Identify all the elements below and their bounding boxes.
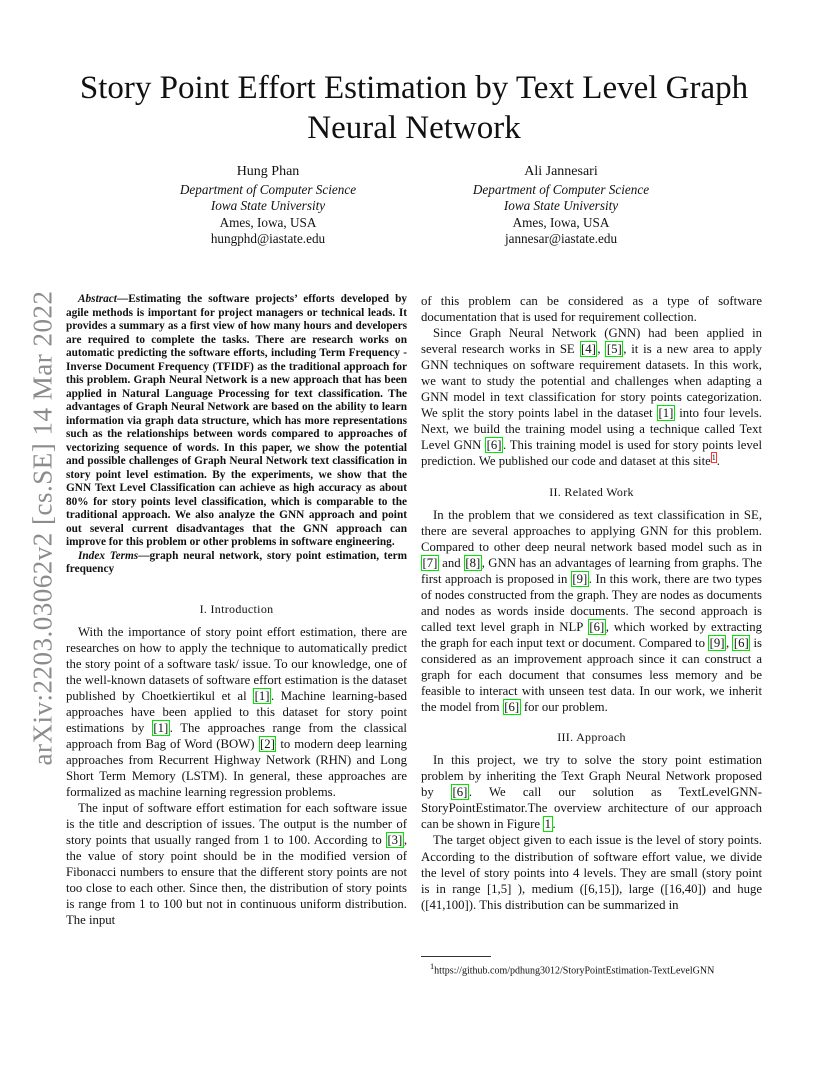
- author-email: hungphd@iastate.edu: [210, 231, 326, 246]
- citation-link[interactable]: [6]: [452, 785, 468, 800]
- author-univ: Iowa State University: [503, 198, 619, 213]
- citation-link[interactable]: [6]: [589, 619, 605, 634]
- footnote: [430, 960, 770, 977]
- section-heading-approach: [421, 729, 762, 745]
- abstract-lead: Abstract: [78, 293, 117, 305]
- citation-link[interactable]: [2]: [260, 736, 275, 751]
- citation-link[interactable]: [9]: [709, 635, 725, 650]
- citation-link[interactable]: [5]: [606, 342, 622, 357]
- author-email: jannesar@iastate.edu: [504, 231, 618, 246]
- citation-link[interactable]: [6]: [486, 438, 502, 453]
- citation-link[interactable]: [4]: [581, 342, 596, 357]
- citation-link[interactable]: [8]: [465, 555, 481, 570]
- index-terms-lead: Index Terms: [78, 549, 139, 562]
- author-dept: Department of Computer Science: [472, 181, 650, 197]
- citation-link[interactable]: [1]: [658, 406, 674, 421]
- figure-link[interactable]: 1: [544, 817, 552, 832]
- citation-link[interactable]: [1]: [254, 688, 270, 703]
- author-location: Ames, Iowa, USA: [219, 214, 317, 230]
- section-number: I.: [199, 601, 208, 616]
- author-block-1: [133, 164, 403, 248]
- citation-link[interactable]: [9]: [572, 571, 588, 586]
- approach-paragraph-1: In this project, we try to solve the story point estimation problem by inheriting the Text Graph Neural Network proposed by [6] . We call our solution as TextLevelGNN-StoryPointEstimator.The overview architecture of our approach can be shown in Figure 1 .: [421, 753, 763, 832]
- citation-link[interactable]: [1]: [153, 720, 169, 735]
- footnote-number: 1: [430, 962, 435, 971]
- footnote-url[interactable]: https://github.com/pdhung3012/StoryPointEstimation-TextLevelGNN: [434, 965, 715, 977]
- approach-paragraph-2: The target object given to each issue is the level of story points. According to the distribution of software effort value, we divide the level of story points into 4 levels. They are small (story point is in range [1,5] ), medium ([6,15]), large ([16,40]) and huge ([41,100]). This distribution can be summarized in: [421, 833, 762, 912]
- intro-paragraph-1: With the importance of story point effort estimation, there are researches on how to apply the technique to automatically predict the story point of a software task/ issue. To our knowledge, one of the well-known datasets of software effort estimation is the dataset published by Choetkiertikul et al [1] . Machine learning-based approaches have been applied to this dataset for story point estimations by [1] . The approaches range from the classical approach from Bag of Word (BOW) [2] to modern deep learning approaches from Recurrent Highway Network (RHN) and Long Short Term Memory (LSTM). In general, these approaches are formalized as machine learning regression problems.: [66, 624, 408, 800]
- related-work-paragraph: In the problem that we considered as text classification in SE, there are several approaches to applying GNN for this problem. Compared to other deep neural network based model such as in [7] and [8] , GNN has an advantages of learning from graphs. The first approach is proposed in [9] . In this work, there are two types of nodes constructed from the graph. They are nodes as documents and nodes as words inside documents. The second approach is called text level graph in NLP [6] , which worked by extracting the graph for each input text or document. Compared to [9] , [6] is considered as an improvement approach since it can construct a graph for each document that consumes less memory and be feasible to interact with unseen test data. In our work, we inherit the model from [6] for our problem.: [421, 507, 762, 715]
- intro-paragraph-2: The input of software effort estimation for each software issue is the title and description of issues. The output is the number of story points that usually ranged from 1 to 100. According to [3] , the value of story point should be in the modified version of Fibonacci numbers to ensure that the different story points are not too close to each other. Since then, the distribution of story points is range from 1 to 100 but not in continuous uniform distribution. The input: [66, 801, 407, 928]
- section-heading-introduction: [66, 601, 407, 617]
- author-univ: Iowa State University: [210, 198, 326, 213]
- intro-paragraph-3: Since Graph Neural Network (GNN) had been applied in several research works in SE [4] , [5] , it is a new area to apply GNN techniques on software requirement datasets. In this work, we want to study the potential and challenges when adapting a GNN model in text classification for story points categorization. We split the story points label in the dataset [1] into four levels. Next, we build the training model using a technique called Text Level GNN [6] . This training model is used for story points level prediction. We published our code and dataset at this site$^1$.: [421, 326, 763, 469]
- section-number: III.: [557, 730, 574, 745]
- intro-paragraph-2-continued: of this problem can be considered as a type of software documentation that is used for requirement collection.: [421, 294, 762, 325]
- citation-link[interactable]: [6]: [504, 700, 520, 715]
- abstract-text: —Estimating the software projects’ efforts developed by agile methods is important for project managers or technical leads. It provides a summary as a first view of how many hours and developers are required to complete the tasks. There are research works on automatic predicting the software efforts, including Term Frequency - Inverse Document Frequency (TFIDF) as the traditional approach for this problem. Graph Neural Network is a new approach that has been applied in Natural Language Processing for text classification. The advantages of Graph Neural Network are based on the ability to learn information via graph data structure, which has more representations such as the relationships between words compared to approaches of vectorizing sequence of words. In this paper, we show the potential and possible challenges of Graph Neural Network text classification in story point level estimation. By the experiments, we show that the GNN Text Level Classification can achieve as high accuracy as about 80% for story points level classification, which is comparable to the traditional approach. We also analyze the GNN approach and point out several current disadvantages that the GNN approach can improve for this problem or other problems in software engineering.: [66, 293, 407, 548]
- footnote-rule: [421, 956, 491, 957]
- paper-title: [40, 68, 788, 148]
- section-number: II.: [549, 484, 562, 499]
- title-line-1: Story Point Effort Estimation by Text Level Graph: [79, 70, 749, 106]
- section-title: Introduction: [210, 601, 274, 616]
- right-column: [421, 293, 762, 913]
- section-title: Approach: [576, 730, 626, 745]
- abstract: [66, 293, 407, 577]
- title-line-2: Neural Network: [307, 110, 521, 146]
- left-column: [66, 293, 407, 928]
- index-terms-text: —graph neural network, story point estimation, term frequency: [66, 549, 408, 575]
- arxiv-stamp-text: arXiv:2203.03062v2 [cs.SE] 14 Mar 2022: [27, 290, 58, 766]
- author-dept: Department of Computer Science: [179, 181, 357, 197]
- citation-link[interactable]: [7]: [422, 555, 438, 570]
- section-heading-related-work: [421, 484, 762, 500]
- citation-link[interactable]: [6]: [733, 635, 749, 650]
- author-block-2: [426, 164, 696, 248]
- citation-link[interactable]: [3]: [387, 833, 403, 848]
- section-title: Related Work: [564, 484, 634, 499]
- author-location: Ames, Iowa, USA: [512, 214, 610, 230]
- author-name: Ali Jannesari: [524, 164, 598, 179]
- author-name: Hung Phan: [236, 164, 300, 179]
- footnote-link[interactable]: 1: [711, 453, 716, 463]
